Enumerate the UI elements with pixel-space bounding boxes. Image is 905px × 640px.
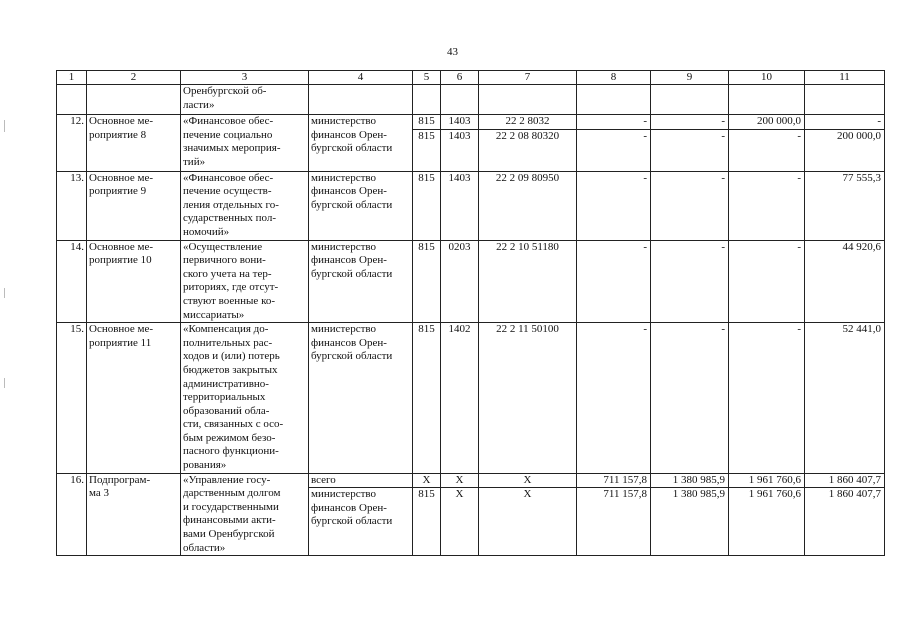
cell-number: 14. [57,240,87,323]
cell-c5: 815 [413,171,441,240]
cell-c7: 22 2 11 50100 [479,323,577,474]
cell-c9: - [651,323,729,474]
column-header: 3 [181,71,309,85]
cell-title: Оренбургской об- ласти» [181,85,309,115]
table-row [57,473,885,488]
table-row [57,171,885,240]
cell-c9: 1 380 985,9 [651,473,729,488]
cell-number: 16. [57,473,87,556]
cell-c6: 1403 [441,129,479,171]
cell-c9: 1 380 985,9 [651,488,729,556]
cell-title: «Финансовое обес- печение осуществ- ления отдельных го- сударственных пол- номочий» [181,171,309,240]
cell-c5: 815 [413,129,441,171]
cell-c9: - [651,240,729,323]
cell-c10: - [729,171,805,240]
cell-agency: министерство финансов Орен- бургской области [309,488,413,556]
cell-c6: X [441,473,479,488]
cell-c10: - [729,129,805,171]
cell-c5: 815 [413,115,441,130]
cell-title: «Компенсация до- полнительных рас- ходов и (или) потерь бюджетов закрытых административно- территориальных образований обла- сти, связанных с осо- бым режимом безо- пасного функциони- рования» [181,323,309,474]
table-row [57,323,885,474]
cell-title: «Управление госу- дарственным долгом и государственными финансовыми акти- вами Оренбургской области» [181,473,309,556]
cell-c10: 200 000,0 [729,115,805,130]
table-row [57,85,885,115]
column-header: 6 [441,71,479,85]
column-header: 11 [805,71,885,85]
cell-title: «Осуществление первичного вони- ского учета на тер- риториях, где отсут- ствуют военные ко- миссариаты» [181,240,309,323]
cell-c11: 77 555,3 [805,171,885,240]
cell-c8: - [577,129,651,171]
cell-number: 13. [57,171,87,240]
cell-agency: министерство финансов Орен- бургской области [309,171,413,240]
cell-c5: 815 [413,488,441,556]
column-header: 7 [479,71,577,85]
cell-number: 12. [57,115,87,172]
cell-c7: 22 2 09 80950 [479,171,577,240]
cell-c11: 200 000,0 [805,129,885,171]
cell-c7: 22 2 08 80320 [479,129,577,171]
cell-agency: всего [309,473,413,488]
cell-agency: министерство финансов Орен- бургской области [309,115,413,172]
cell-c6: 1402 [441,323,479,474]
cell-c5: 815 [413,240,441,323]
cell-c8: - [577,171,651,240]
cell-title: «Финансовое обес- печение социально значимых мероприя- тий» [181,115,309,172]
column-header: 10 [729,71,805,85]
cell-c8: 711 157,8 [577,473,651,488]
cell-c9: - [651,129,729,171]
cell-c8: - [577,115,651,130]
cell-c11: 1 860 407,7 [805,473,885,488]
cell-c11: 52 441,0 [805,323,885,474]
cell-number: 15. [57,323,87,474]
cell-c8: 711 157,8 [577,488,651,556]
cell-c11: 1 860 407,7 [805,488,885,556]
column-header: 9 [651,71,729,85]
cell-c11: 44 920,6 [805,240,885,323]
column-header: 8 [577,71,651,85]
cell-c9: - [651,115,729,130]
cell-c7: X [479,473,577,488]
cell-c7: 22 2 10 51180 [479,240,577,323]
table-row [57,115,885,130]
cell-c10: 1 961 760,6 [729,473,805,488]
page-number: 43 [447,46,458,58]
cell-c10: 1 961 760,6 [729,488,805,556]
cell-name: Основное ме- роприятие 9 [87,171,181,240]
table-row [57,240,885,323]
scan-artifact [4,378,5,388]
column-header: 2 [87,71,181,85]
scan-artifact [4,120,5,132]
cell-c6: 0203 [441,240,479,323]
cell-c11: - [805,115,885,130]
cell-c6: 1403 [441,115,479,130]
cell-c10: - [729,240,805,323]
cell-c6: X [441,488,479,556]
cell-c8: - [577,323,651,474]
cell-name: Основное ме- роприятие 8 [87,115,181,172]
cell-agency: министерство финансов Орен- бургской области [309,240,413,323]
cell-c8: - [577,240,651,323]
header-row [57,71,885,85]
cell-c7: X [479,488,577,556]
cell-c10: - [729,323,805,474]
cell-c7: 22 2 8032 [479,115,577,130]
cell-name: Основное ме- роприятие 11 [87,323,181,474]
budget-table [56,70,885,556]
cell-c9: - [651,171,729,240]
cell-c5: 815 [413,323,441,474]
cell-c5: X [413,473,441,488]
cell-name: Подпрограм- ма 3 [87,473,181,556]
column-header: 1 [57,71,87,85]
column-header: 5 [413,71,441,85]
cell-name: Основное ме- роприятие 10 [87,240,181,323]
scan-artifact [4,288,5,298]
cell-c6: 1403 [441,171,479,240]
cell-agency: министерство финансов Орен- бургской области [309,323,413,474]
column-header: 4 [309,71,413,85]
